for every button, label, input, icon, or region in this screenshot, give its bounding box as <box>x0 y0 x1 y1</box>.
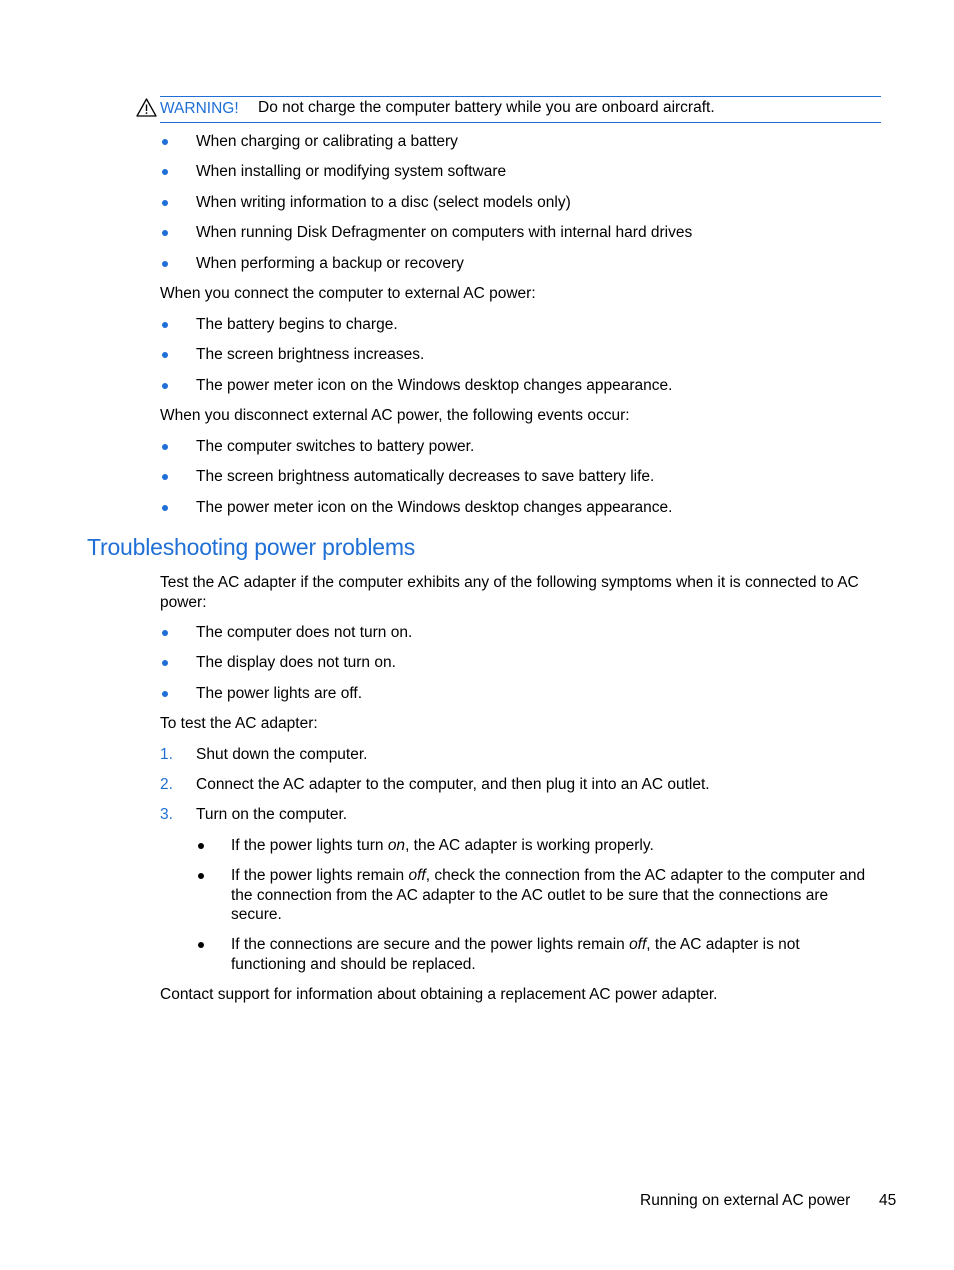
list-bullet <box>162 261 168 267</box>
list-item: When running Disk Defragmenter on computers with internal hard drives <box>196 224 693 241</box>
list-bullet <box>162 139 168 145</box>
step-number: 2. <box>160 776 173 793</box>
paragraph-connect: When you connect the computer to external AC power: <box>160 285 536 302</box>
sub-item-off: If the power lights remain off, check the connection from the AC adapter to the computer and the connection from the AC adapter to the AC outlet to be sure that the connections are secure. <box>231 867 866 923</box>
list-bullet <box>162 630 168 636</box>
section-heading: Troubleshooting power problems <box>87 534 416 560</box>
list-item: When charging or calibrating a battery <box>196 133 458 150</box>
list-bullet <box>162 660 168 666</box>
list-bullet <box>162 322 168 328</box>
paragraph-disconnect: When you disconnect external AC power, the following events occur: <box>160 407 630 424</box>
sub-bullet <box>198 873 204 879</box>
list-item: The computer switches to battery power. <box>196 438 475 455</box>
list-item: The display does not turn on. <box>196 654 396 671</box>
footer-page-number: 45 <box>879 1192 897 1209</box>
footer-section-title: Running on external AC power <box>640 1192 851 1209</box>
step-text: Shut down the computer. <box>196 746 368 763</box>
list-item: The power meter icon on the Windows desktop changes appearance. <box>196 499 673 516</box>
step-number: 3. <box>160 806 173 823</box>
sub-bullet <box>198 843 204 849</box>
list-bullet <box>162 383 168 389</box>
list-bullet <box>162 169 168 175</box>
list-item: The power meter icon on the Windows desktop changes appearance. <box>196 377 673 394</box>
list-item: The battery begins to charge. <box>196 316 398 333</box>
list-bullet <box>162 352 168 358</box>
list-item: When writing information to a disc (select models only) <box>196 194 571 211</box>
paragraph-to-test: To test the AC adapter: <box>160 715 318 732</box>
list-item: The power lights are off. <box>196 685 362 702</box>
warning-bottom-rule <box>160 122 881 123</box>
sub-bullet <box>198 942 204 948</box>
sub-item-on: If the power lights turn on, the AC adapter is working properly. <box>231 837 654 854</box>
list-item: The screen brightness automatically decreases to save battery life. <box>196 468 655 485</box>
list-bullet <box>162 691 168 697</box>
list-item: When installing or modifying system software <box>196 163 507 180</box>
warning-triangle-icon <box>136 98 157 117</box>
list-bullet <box>162 444 168 450</box>
step-text: Connect the AC adapter to the computer, and then plug it into an AC outlet. <box>196 776 710 793</box>
warning-label: WARNING! <box>160 100 239 117</box>
list-bullet <box>162 230 168 236</box>
list-item: The screen brightness increases. <box>196 346 425 363</box>
paragraph-test: Test the AC adapter if the computer exhibits any of the following symptoms when it is connected to AC power: <box>160 574 859 611</box>
paragraph-contact: Contact support for information about obtaining a replacement AC power adapter. <box>160 986 718 1003</box>
list-item: When performing a backup or recovery <box>196 255 464 272</box>
step-text: Turn on the computer. <box>196 806 348 823</box>
sub-item-replace: If the connections are secure and the power lights remain off, the AC adapter is not functioning and should be replaced. <box>231 936 800 973</box>
warning-top-rule <box>160 96 881 97</box>
step-number: 1. <box>160 746 173 763</box>
list-bullet <box>162 200 168 206</box>
warning-text: Do not charge the computer battery while you are onboard aircraft. <box>258 99 715 116</box>
list-bullet <box>162 474 168 480</box>
list-bullet <box>162 505 168 511</box>
list-item: The computer does not turn on. <box>196 624 413 641</box>
